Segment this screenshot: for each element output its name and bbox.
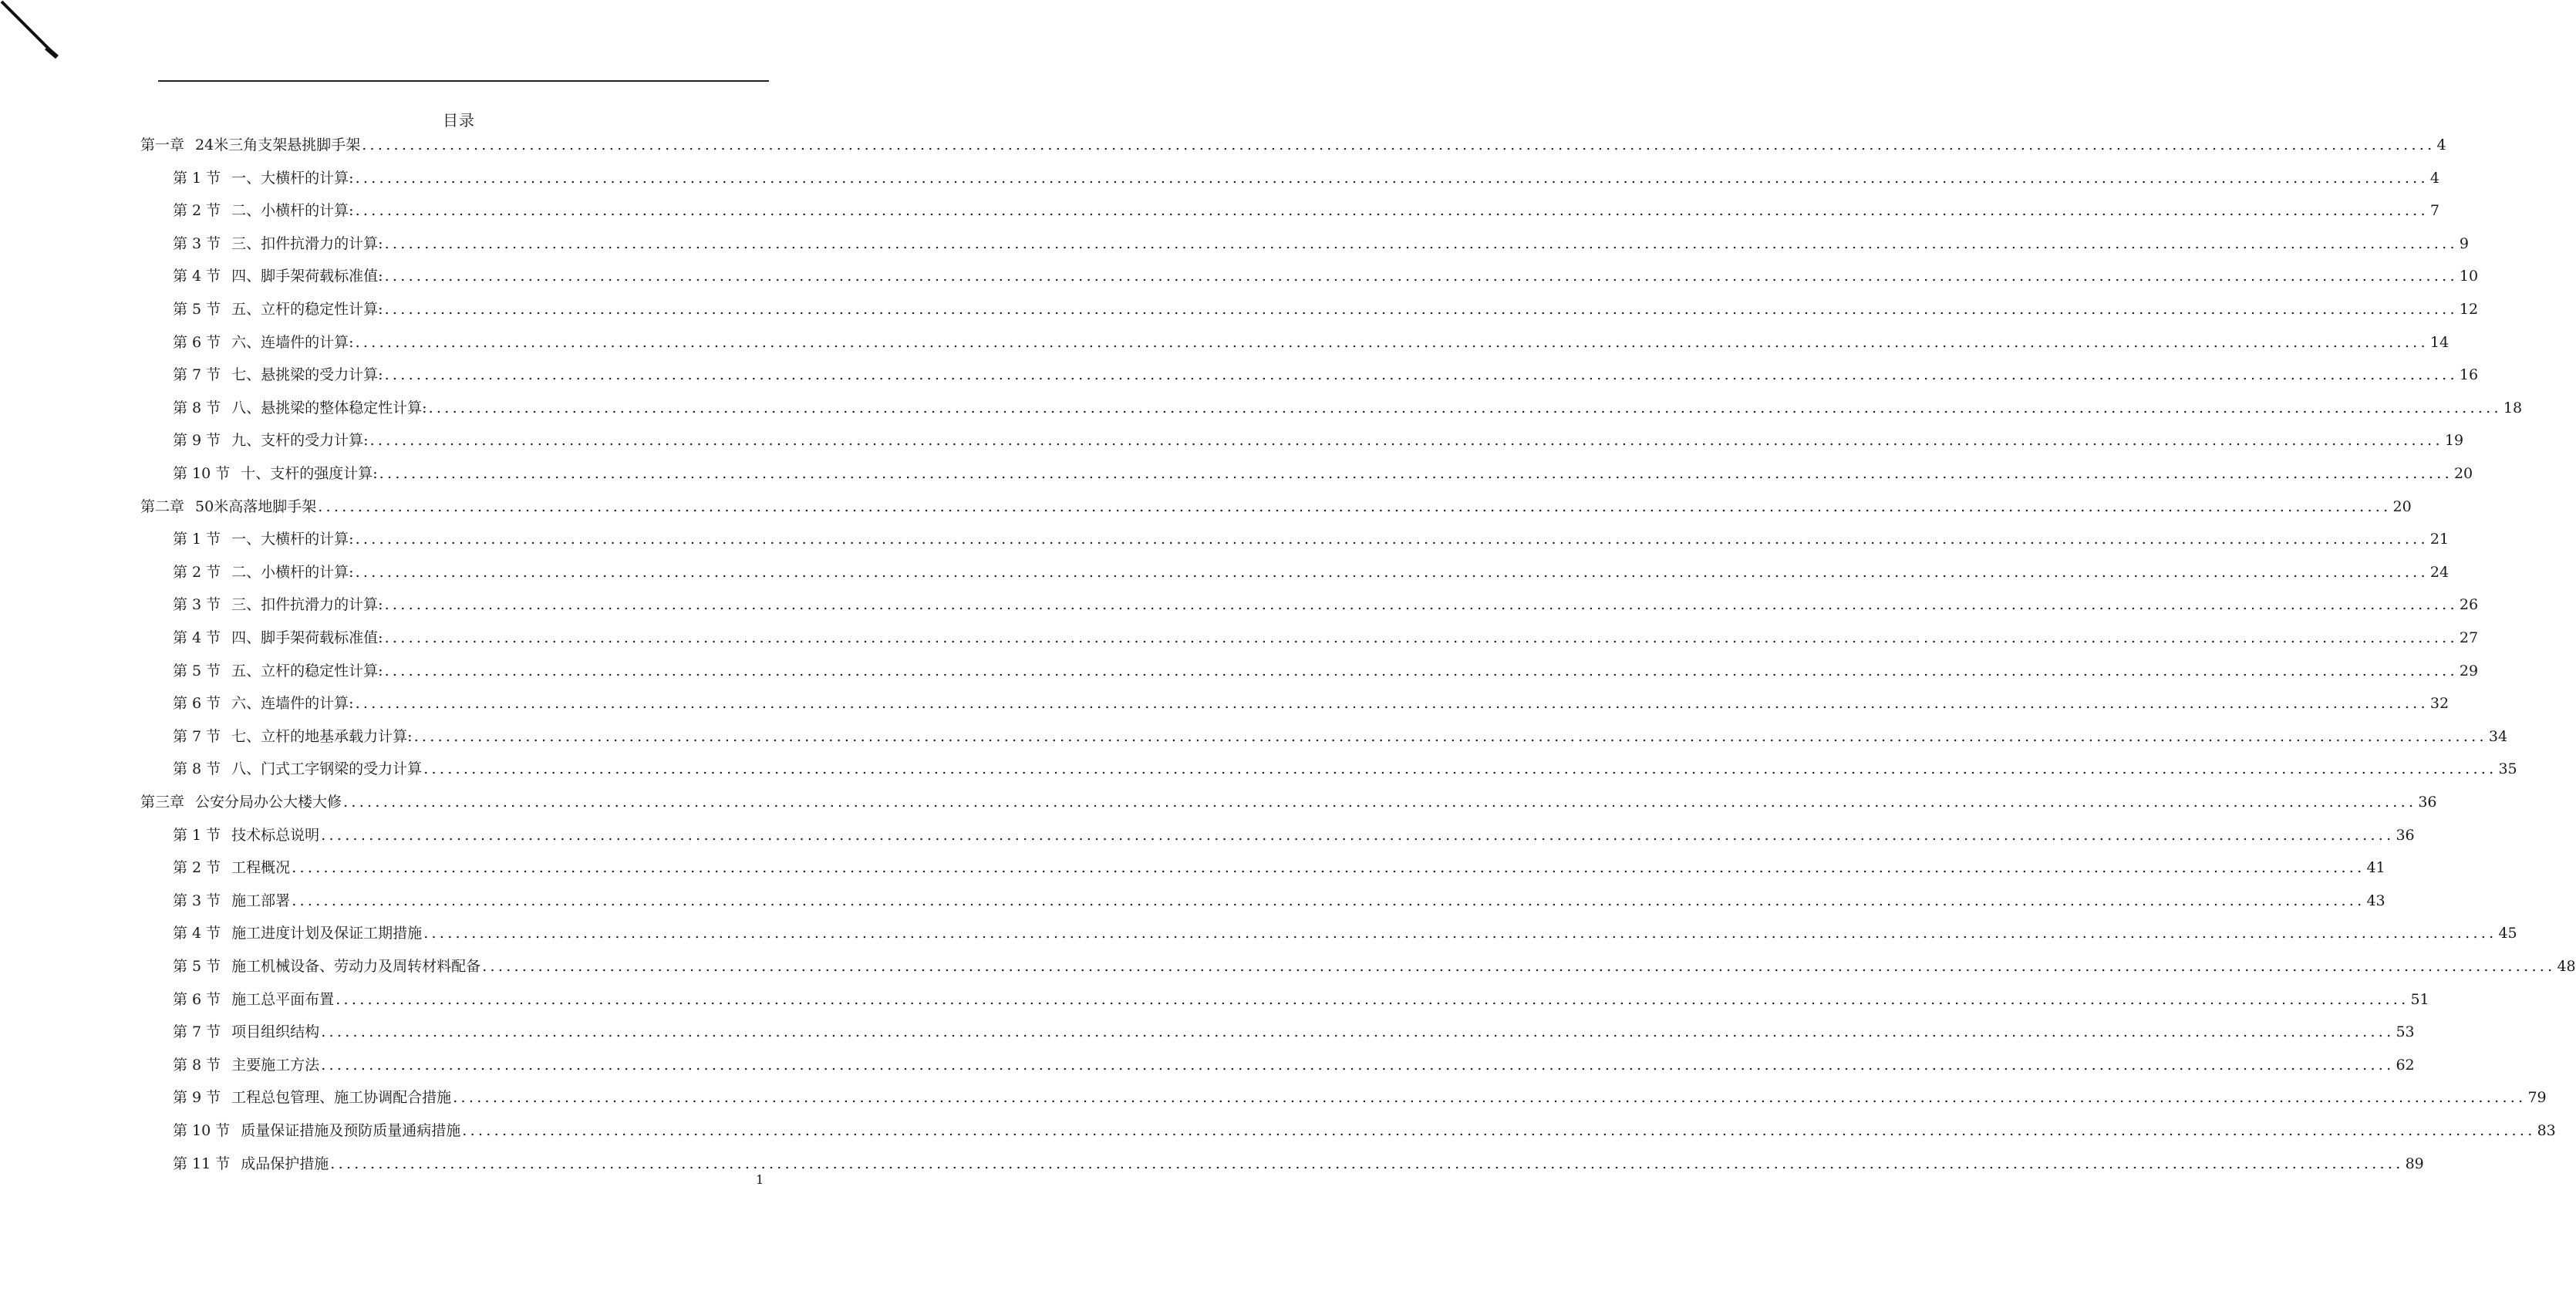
toc-entry-number: 第 1 节 [173, 531, 221, 548]
toc-section-entry[interactable] [173, 887, 2385, 910]
toc-entry-number: 第 9 节 [173, 432, 221, 450]
toc-dot-leader: .................................................................................................................................................................................................................................................................... [384, 629, 2458, 646]
toc-section-entry[interactable] [173, 591, 2479, 614]
toc-section-entry[interactable] [173, 460, 2473, 483]
toc-entry-title: 项目组织结构 [231, 1023, 320, 1041]
toc-entry-page: 51 [2410, 990, 2429, 1008]
toc-entry-page: 26 [2459, 596, 2479, 614]
toc-dot-leader: .................................................................................................................................................................................................................................................................... [384, 301, 2458, 318]
toc-entry-title: 三、扣件抗滑力的计算: [231, 234, 383, 252]
toc-entry-number: 第 1 节 [173, 169, 221, 187]
toc-section-entry[interactable] [173, 986, 2429, 1009]
toc-entry-page: 27 [2459, 629, 2479, 646]
toc-entry-number: 第 4 节 [173, 925, 221, 942]
toc-dot-leader: .................................................................................................................................................................................................................................................................... [330, 1155, 2404, 1172]
toc-entry-number: 第 3 节 [173, 892, 221, 909]
toc-section-entry[interactable] [173, 558, 2450, 582]
toc-section-entry[interactable] [173, 657, 2479, 680]
toc-dot-leader: .................................................................................................................................................................................................................................................................... [423, 925, 2497, 942]
toc-dot-leader: .................................................................................................................................................................................................................................................................... [362, 137, 2436, 153]
toc-entry-page: 10 [2459, 268, 2479, 285]
toc-entry-number: 第 4 节 [173, 629, 221, 646]
toc-entry-page: 4 [2436, 137, 2446, 153]
toc-entry-number: 第 5 节 [173, 662, 221, 679]
toc-dot-leader: .................................................................................................................................................................................................................................................................... [369, 432, 2443, 450]
toc-dot-leader: .................................................................................................................................................................................................................................................................... [355, 695, 2429, 713]
toc-entry-page: 14 [2429, 333, 2450, 351]
toc-entry-number: 第 6 节 [173, 990, 221, 1008]
toc-entry-page: 20 [2392, 497, 2412, 515]
toc-entry-page: 24 [2429, 563, 2450, 581]
toc-entry-page: 35 [2498, 760, 2517, 778]
toc-entry-number: 第 2 节 [173, 202, 221, 220]
toc-entry-number: 第 2 节 [173, 563, 221, 581]
toc-section-entry[interactable] [173, 1150, 2424, 1173]
toc-entry-title: 六、连墙件的计算: [231, 333, 354, 351]
toc-entry-page: 18 [2503, 399, 2523, 416]
toc-section-entry[interactable] [173, 361, 2479, 384]
toc-section-entry[interactable] [173, 197, 2439, 220]
toc-title: 目录 [443, 111, 475, 130]
toc-entry-title: 五、立杆的稳定性计算: [231, 301, 383, 318]
toc-entry-title: 工程总包管理、施工协调配合措施 [231, 1089, 452, 1107]
toc-section-entry[interactable] [173, 164, 2439, 187]
toc-entry-title: 二、小横杆的计算: [231, 202, 354, 220]
toc-entry-page: 29 [2459, 662, 2479, 679]
toc-entry-title: 七、立杆的地基承载力计算: [231, 727, 413, 745]
toc-dot-leader: .................................................................................................................................................................................................................................................................... [384, 662, 2458, 679]
toc-dot-leader: .................................................................................................................................................................................................................................................................... [384, 234, 2458, 252]
toc-section-entry[interactable] [173, 394, 2523, 417]
toc-entry-title: 质量保证措施及预防质量通病措施 [241, 1122, 461, 1139]
toc-section-entry[interactable] [173, 854, 2385, 877]
toc-entry-page: 20 [2453, 465, 2473, 482]
toc-entry-number: 第 10 节 [173, 1122, 231, 1139]
toc-entry-number: 第一章 [140, 137, 185, 153]
toc-section-entry[interactable] [173, 1117, 2556, 1140]
toc-entry-title: 主要施工方法 [231, 1056, 320, 1074]
toc-dot-leader: .................................................................................................................................................................................................................................................................... [413, 727, 2487, 745]
toc-entry-page: 21 [2429, 531, 2450, 548]
toc-entry-page: 79 [2527, 1089, 2547, 1107]
toc-entry-title: 四、脚手架荷载标准值: [231, 268, 383, 285]
toc-entry-page: 89 [2405, 1155, 2424, 1172]
toc-dot-leader: .................................................................................................................................................................................................................................................................... [384, 268, 2458, 285]
toc-entry-number: 第 6 节 [173, 695, 221, 713]
toc-chapter-entry[interactable] [140, 131, 2446, 154]
toc-entry-page: 53 [2396, 1023, 2415, 1041]
toc-dot-leader: .................................................................................................................................................................................................................................................................... [321, 1023, 2395, 1041]
toc-dot-leader: .................................................................................................................................................................................................................................................................... [321, 826, 2395, 844]
toc-entry-number: 第 7 节 [173, 366, 221, 384]
toc-entry-title: 五、立杆的稳定性计算: [231, 662, 383, 679]
toc-entry-page: 9 [2459, 234, 2469, 252]
toc-entry-number: 第 6 节 [173, 333, 221, 351]
toc-dot-leader: .................................................................................................................................................................................................................................................................... [292, 892, 2365, 909]
toc-dot-leader: .................................................................................................................................................................................................................................................................... [335, 990, 2409, 1008]
toc-entry-page: 83 [2537, 1122, 2556, 1139]
toc-section-entry[interactable] [173, 262, 2479, 285]
toc-dot-leader: .................................................................................................................................................................................................................................................................... [318, 497, 2392, 515]
toc-entry-number: 第 11 节 [173, 1155, 231, 1172]
toc-entry-title: 八、门式工字钢梁的受力计算 [231, 760, 423, 778]
toc-entry-page: 45 [2498, 925, 2517, 942]
toc-chapter-entry[interactable] [140, 493, 2412, 516]
toc-entry-number: 第 3 节 [173, 234, 221, 252]
toc-section-entry[interactable] [173, 1018, 2415, 1041]
toc-section-entry[interactable] [173, 919, 2517, 942]
toc-dot-leader: .................................................................................................................................................................................................................................................................... [428, 399, 2502, 416]
toc-entry-title: 施工总平面布置 [231, 990, 335, 1008]
toc-section-entry[interactable] [173, 689, 2450, 713]
toc-dot-leader: .................................................................................................................................................................................................................................................................... [482, 958, 2556, 975]
toc-entry-title: 二、小横杆的计算: [231, 563, 354, 581]
toc-entry-page: 36 [2396, 826, 2415, 844]
toc-section-entry[interactable] [173, 295, 2479, 319]
toc-section-entry[interactable] [173, 624, 2479, 647]
toc-section-entry[interactable] [173, 755, 2517, 778]
toc-section-entry[interactable] [173, 329, 2450, 352]
toc-entry-page: 34 [2488, 727, 2508, 745]
toc-section-entry[interactable] [173, 1084, 2547, 1107]
toc-entry-number: 第 1 节 [173, 826, 221, 844]
toc-section-entry[interactable] [173, 952, 2576, 976]
toc-dot-leader: .................................................................................................................................................................................................................................................................... [453, 1089, 2527, 1107]
toc-entry-number: 第 3 节 [173, 596, 221, 614]
toc-entry-page: 32 [2429, 695, 2450, 713]
toc-entry-page: 7 [2429, 202, 2439, 220]
toc-entry-title: 八、悬挑梁的整体稳定性计算: [231, 399, 427, 416]
toc-entry-page: 48 [2557, 958, 2576, 975]
header-rule [158, 80, 769, 82]
toc-entry-number: 第 8 节 [173, 1056, 221, 1074]
toc-dot-leader: .................................................................................................................................................................................................................................................................... [355, 563, 2429, 581]
toc-entry-number: 第 2 节 [173, 859, 221, 877]
toc-entry-page: 4 [2429, 169, 2439, 187]
toc-section-entry[interactable] [173, 525, 2450, 548]
toc-dot-leader: .................................................................................................................................................................................................................................................................... [423, 760, 2497, 778]
toc-section-entry[interactable] [173, 1051, 2415, 1074]
toc-section-entry[interactable] [173, 230, 2469, 253]
toc-dot-leader: .................................................................................................................................................................................................................................................................... [321, 1056, 2395, 1074]
toc-dot-leader: .................................................................................................................................................................................................................................................................... [384, 366, 2458, 384]
toc-entry-number: 第三章 [140, 794, 185, 811]
toc-entry-title: 一、大横杆的计算: [231, 169, 354, 187]
toc-entry-number: 第 5 节 [173, 958, 221, 975]
toc-section-entry[interactable] [173, 821, 2415, 845]
toc-entry-number: 第 7 节 [173, 727, 221, 745]
toc-entry-title: 技术标总说明 [231, 826, 320, 844]
page-number: 1 [756, 1172, 764, 1187]
corner-staple-mark [0, 0, 62, 62]
toc-dot-leader: .................................................................................................................................................................................................................................................................... [379, 465, 2453, 482]
toc-entry-page: 62 [2396, 1056, 2415, 1074]
toc-entry-title: 成品保护措施 [241, 1155, 329, 1172]
toc-chapter-entry[interactable] [140, 788, 2437, 811]
toc-entry-page: 19 [2444, 432, 2464, 450]
toc-entry-number: 第 8 节 [173, 399, 221, 416]
toc-dot-leader: .................................................................................................................................................................................................................................................................... [355, 333, 2429, 351]
toc-entry-number: 第 8 节 [173, 760, 221, 778]
toc-entry-title: 三、扣件抗滑力的计算: [231, 596, 383, 614]
toc-entry-title: 施工部署 [231, 892, 291, 909]
toc-entry-page: 41 [2366, 859, 2385, 877]
toc-dot-leader: .................................................................................................................................................................................................................................................................... [355, 202, 2429, 220]
toc-dot-leader: .................................................................................................................................................................................................................................................................... [343, 794, 2417, 811]
toc-entry-title: 一、大横杆的计算: [231, 531, 354, 548]
toc-entry-number: 第 10 节 [173, 465, 231, 482]
toc-entry-title: 四、脚手架荷载标准值: [231, 629, 383, 646]
toc-entry-page: 16 [2459, 366, 2479, 384]
toc-entry-number: 第 9 节 [173, 1089, 221, 1107]
toc-dot-leader: .................................................................................................................................................................................................................................................................... [462, 1122, 2536, 1139]
toc-entry-title: 六、连墙件的计算: [231, 695, 354, 713]
toc-entry-number: 第 5 节 [173, 301, 221, 318]
toc-entry-title: 施工机械设备、劳动力及周转材料配备 [231, 958, 481, 975]
toc-entry-number: 第 4 节 [173, 268, 221, 285]
toc-section-entry[interactable] [173, 723, 2508, 746]
toc-section-entry[interactable] [173, 426, 2464, 450]
toc-dot-leader: .................................................................................................................................................................................................................................................................... [292, 859, 2365, 877]
toc-entry-number: 第二章 [140, 497, 185, 515]
toc-dot-leader: .................................................................................................................................................................................................................................................................... [384, 596, 2458, 614]
toc-entry-title: 十、支杆的强度计算: [241, 465, 378, 482]
toc-entry-page: 43 [2366, 892, 2385, 909]
toc-entry-title: 七、悬挑梁的受力计算: [231, 366, 383, 384]
toc-dot-leader: .................................................................................................................................................................................................................................................................... [355, 531, 2429, 548]
toc-entry-title: 施工进度计划及保证工期措施 [231, 925, 423, 942]
toc-entry-title: 公安分局办公大楼大修 [195, 794, 342, 811]
toc-entry-title: 24米三角支架悬挑脚手架 [195, 137, 361, 153]
toc-entry-title: 50米高落地脚手架 [195, 497, 317, 515]
toc-entry-title: 工程概况 [231, 859, 291, 877]
toc-entry-page: 36 [2418, 794, 2437, 811]
toc-entry-number: 第 7 节 [173, 1023, 221, 1041]
toc-entry-page: 12 [2459, 301, 2479, 318]
toc-entry-title: 九、支杆的受力计算: [231, 432, 369, 450]
toc-dot-leader: .................................................................................................................................................................................................................................................................... [355, 169, 2429, 187]
